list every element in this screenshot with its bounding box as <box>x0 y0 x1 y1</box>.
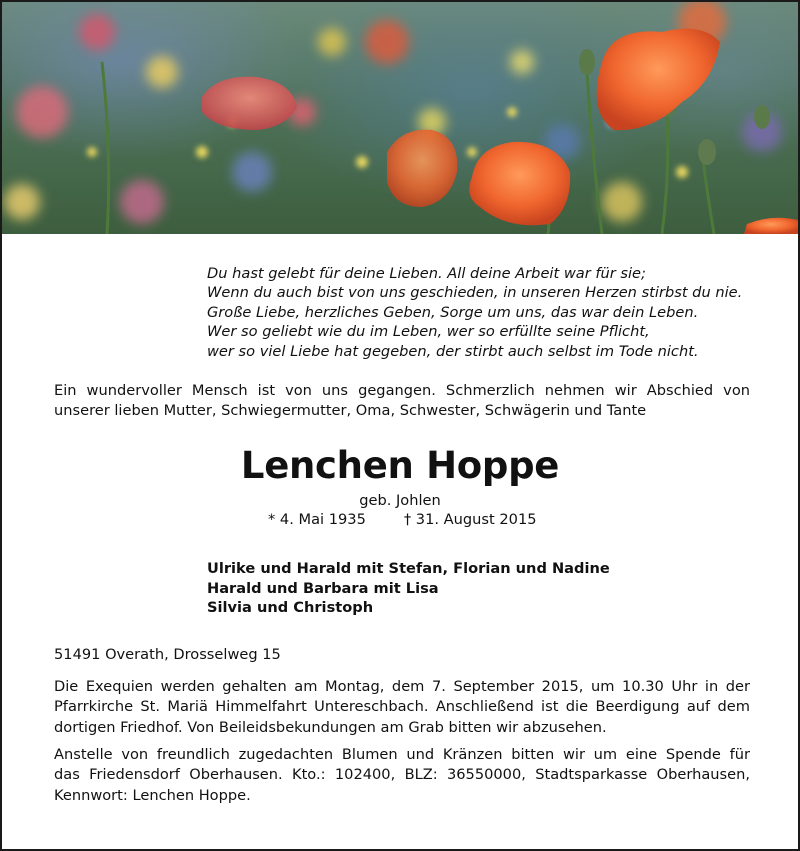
poem-line: Du hast gelebt für deine Lieben. All deine Arbeit war für sie; <box>207 265 646 282</box>
funeral-line: Pfarrkirche St. Mariä Himmelfahrt Untereschbach. Anschließend ist die Beerdigung auf dem <box>54 698 750 716</box>
birth-name: geb. Johlen <box>359 492 441 509</box>
funeral-details <box>54 677 750 738</box>
donation-line: Anstelle von freundlich zugedachten Blumen und Kränzen bitten wir um eine Spende für <box>54 746 750 763</box>
poem-line: Wenn du auch bist von uns geschieden, in unseren Herzen stirbst du nie. <box>207 284 743 302</box>
intro-line: Ein wundervoller Mensch ist von uns gegangen. Schmerzlich nehmen wir Abschied von <box>54 382 750 399</box>
poem-line: wer so viel Liebe hat gegeben, der stirbt auch selbst im Tode nicht. <box>207 342 699 360</box>
donation-request <box>54 745 750 806</box>
poppy-illustration <box>2 2 798 234</box>
death-date: † 31. August 2015 <box>403 511 537 528</box>
poem-line: Große Liebe, herzliches Geben, Sorge um uns, das war dein Leben. <box>207 303 699 321</box>
deceased-name: Lenchen Hoppe <box>240 444 560 487</box>
funeral-line: Die Exequien werden gehalten am Montag, dem 7. September 2015, um 10.30 Uhr in der <box>54 678 750 695</box>
poppy-field-photo <box>2 2 798 234</box>
donation-line: Kennwort: Lenchen Hoppe. <box>54 786 251 804</box>
family-member: Ulrike und Harald mit Stefan, Florian und Nadine <box>207 560 610 577</box>
donation-line: das Friedensdorf Oberhausen. Kto.: 102400, BLZ: 36550000, Stadtsparkasse Oberhausen, <box>54 766 750 784</box>
family-member: Harald und Barbara mit Lisa <box>207 579 439 597</box>
family-list <box>207 559 610 618</box>
intro-line: unserer lieben Mutter, Schwiegermutter, Oma, Schwester, Schwägerin und Tante <box>54 402 647 419</box>
poem <box>207 264 742 361</box>
address: 51491 Overath, Drosselweg 15 <box>54 646 281 663</box>
family-member: Silvia und Christoph <box>207 599 374 617</box>
life-dates <box>268 511 537 528</box>
funeral-line: dortigen Friedhof. Von Beileidsbekundungen am Grab bitten wir abzusehen. <box>54 718 607 736</box>
birth-date: * 4. Mai 1935 <box>268 511 366 528</box>
intro-text <box>54 381 750 421</box>
poem-line: Wer so geliebt wie du im Leben, wer so erfüllte seine Pflicht, <box>207 323 650 341</box>
